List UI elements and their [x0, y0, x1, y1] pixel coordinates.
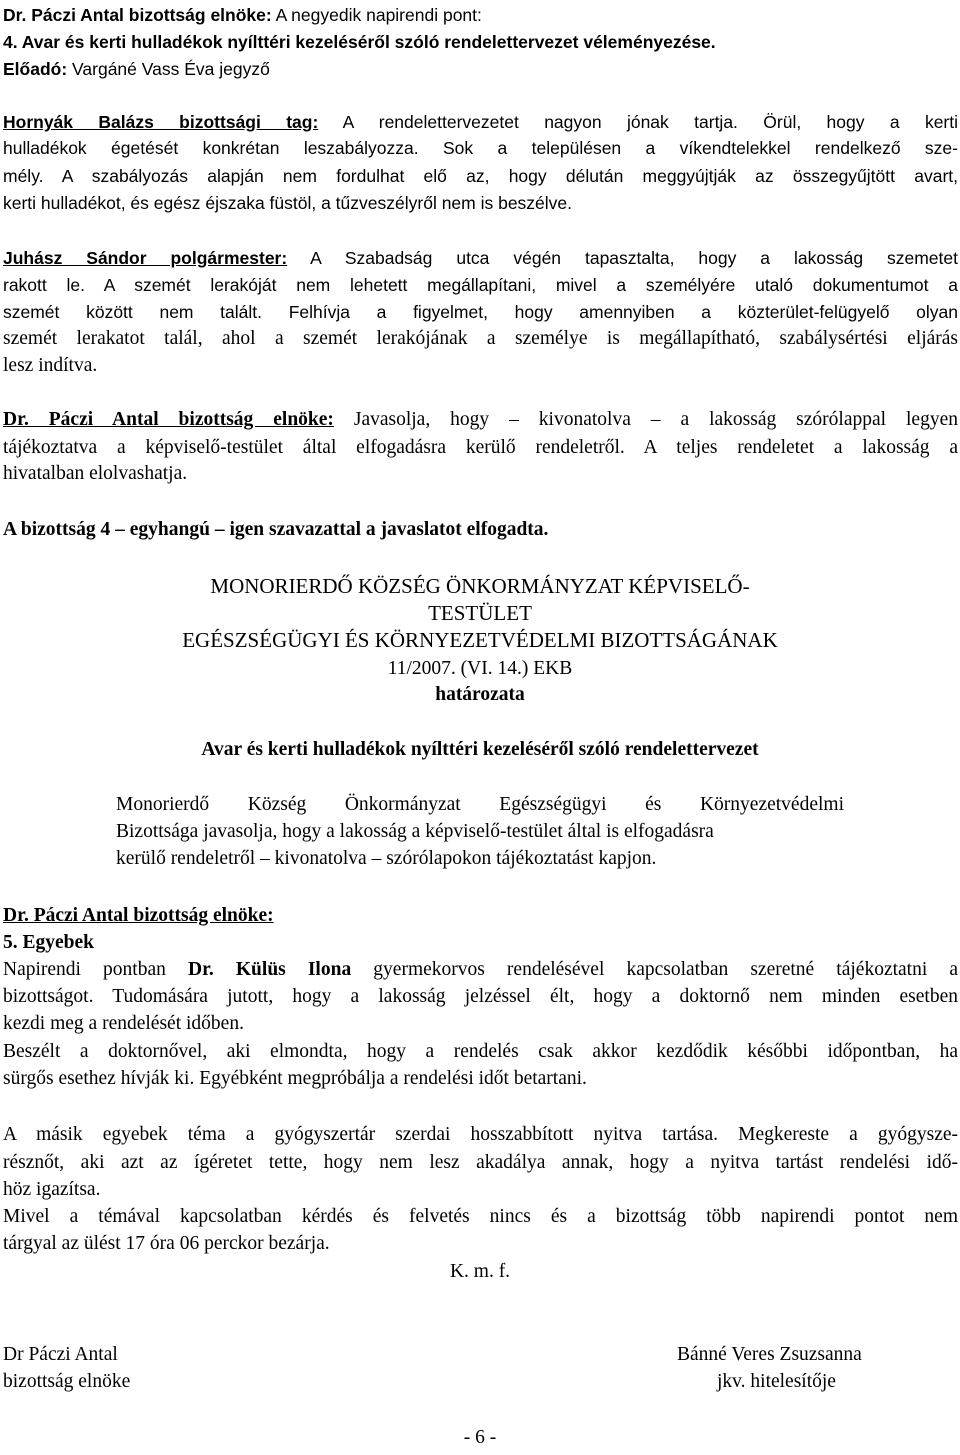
agenda-intro-line [3, 3, 958, 27]
juhasz-line-5: lesz indítva. [3, 355, 98, 376]
resolution-body-2: Bizottsága javasolja, hogy a lakosság a képviselő-testület által is elfogadásra [116, 821, 714, 842]
egyebek-text-1a: Napirendi pontban [3, 959, 188, 980]
presenter-label: Előadó: [3, 59, 68, 79]
hornyak-line-4: kerti hulladékot, és egész éjszaka füstöl, a tűzveszélyről nem is beszélve. [3, 193, 573, 213]
hornyak-line-3: mély. A szabályozás alapján nem fordulhat elő az, hogy délután meggyújtják az összegyűjtött avart, [3, 166, 958, 186]
speaker-juhasz: Juhász Sándor polgármester: [3, 248, 288, 268]
presenter-name: Vargáné Vass Éva jegyző [67, 59, 270, 79]
doctor-name: Dr. Külüs Ilona [187, 959, 352, 980]
closing-line-2: tárgyal az ülést 17 óra 06 perckor bezárja. [3, 1233, 330, 1254]
hornyak-line-2: hulladékok égetését konkrétan leszabályozza. Sok a településen a víkendtelekkel rendelkező sze- [3, 138, 958, 158]
resolution-label: határozata [435, 684, 525, 705]
paczi-line-2: tájékoztatva a képviselő-testület által elfogadásra kerülő rendeletről. A teljes rendeletet a lakosság a [3, 437, 958, 458]
egyebek-text-1c: gyermekorvos rendelésével kapcsolatban szeretné tájékoztatni a [351, 959, 959, 980]
vote-result: A bizottság 4 – egyhangú – igen szavazattal a javaslatot elfogadta. [3, 519, 549, 540]
page-number: - 6 - [463, 1427, 497, 1448]
juhasz-line-4: szemét lerakatot talál, ahol a szemét lerakójának a személye is megállapítható, szabálysértési eljárás [3, 328, 958, 349]
paczi-line-1 [3, 408, 958, 432]
presenter-line [3, 57, 958, 81]
resolution-subject: Avar és kerti hulladékok nyílttéri kezeléséről szóló rendelettervezet [201, 739, 759, 760]
speaker-label: Dr. Páczi Antal bizottság elnöke: [3, 5, 272, 25]
pharmacy-line-2: résznőt, aki azt az ígéretet tette, hogy nem lesz akadálya annak, hogy a nyitva tartást rendelési idő- [3, 1152, 958, 1173]
agenda-item-title: 4. Avar és kerti hulladékok nyílttéri kezeléséről szóló rendelettervezet véleményezése. [3, 32, 716, 52]
resolution-number: 11/2007. (VI. 14.) EKB [387, 658, 573, 679]
speaker-hornyak: Hornyák Balázs bizottsági tag: [3, 112, 319, 132]
juhasz-line-1 [3, 246, 958, 270]
signature-left-name: Dr Páczi Antal [3, 1344, 118, 1365]
resolution-body-3: kerülő rendeletről – kivonatolva – szórólapokon tájékoztatást kapjon. [116, 848, 657, 869]
speaker-paczi-egyebek: Dr. Páczi Antal bizottság elnöke: [3, 905, 274, 926]
resolution-heading-3: EGÉSZSÉGÜGYI ÉS KÖRNYEZETVÉDELMI BIZOTTSÁGÁNAK [182, 628, 778, 652]
closing-line-1: Mivel a témával kapcsolatban kérdés és felvetés nincs és a bizottság több napirendi pontot nem [3, 1206, 958, 1227]
egyebek-line-5: sürgős esethez hívják ki. Egyébként megpróbálja a rendelési időt betartani. [3, 1068, 587, 1089]
egyebek-line-3: kezdi meg a rendelését időben. [3, 1013, 244, 1034]
juhasz-text-3: szemét között nem talált. Felhívja a figyelmet, hogy amennyiben a közterület-felügyelő olyan [3, 302, 958, 322]
juhasz-line-2: rakott le. A szemét lerakóját nem lehetett megállapítani, mivel a személyére utaló dokumentumot a [3, 275, 958, 295]
egyebek-line-1 [3, 958, 958, 982]
pharmacy-line-3: höz igazítsa. [3, 1179, 101, 1200]
hornyak-text-1: A rendelettervezetet nagyon jónak tartja. Örül, hogy a kerti [318, 112, 959, 132]
speaker-paczi: Dr. Páczi Antal bizottság elnöke: [3, 409, 334, 430]
egyebek-line-2: bizottságot. Tudomására jutott, hogy a lakosság jelzéssel élt, hogy a doktornő nem minden esetben [3, 986, 958, 1007]
egyebek-heading: 5. Egyebek [3, 932, 95, 953]
signature-left-role: bizottság elnöke [3, 1371, 131, 1392]
resolution-body-1: Monorierdő Község Önkormányzat Egészségügyi és Környezetvédelmi [116, 794, 844, 815]
signature-right-role: jkv. hitelesítője [717, 1371, 836, 1392]
paczi-line-3: hivatalban elolvashatja. [3, 463, 188, 484]
pharmacy-line-1: A másik egyebek téma a gyógyszertár szerdai hosszabbított nyitva tartása. Megkereste a gyógysze- [3, 1124, 958, 1145]
signature-right-name: Bánné Veres Zsuzsanna [677, 1344, 862, 1365]
juhasz-text-1: A Szabadság utca végén tapasztalta, hogy a lakosság szemetet [287, 248, 958, 268]
resolution-heading-2: TESTÜLET [428, 601, 532, 625]
egyebek-line-4: Beszélt a doktornővel, aki elmondta, hogy a rendelés csak akkor kezdődik későbbi időpontban, ha [3, 1041, 958, 1062]
resolution-heading-1: MONORIERDŐ KÖZSÉG ÖNKORMÁNYZAT KÉPVISELŐ- [210, 574, 750, 598]
paczi-text-1: Javasolja, hogy – kivonatolva – a lakosság szórólappal legyen [333, 409, 958, 430]
juhasz-line-3 [3, 300, 958, 324]
agenda-intro: A negyedik napirendi pont: [271, 5, 482, 25]
kmf: K. m. f. [449, 1261, 511, 1282]
hornyak-line-1 [3, 110, 958, 134]
